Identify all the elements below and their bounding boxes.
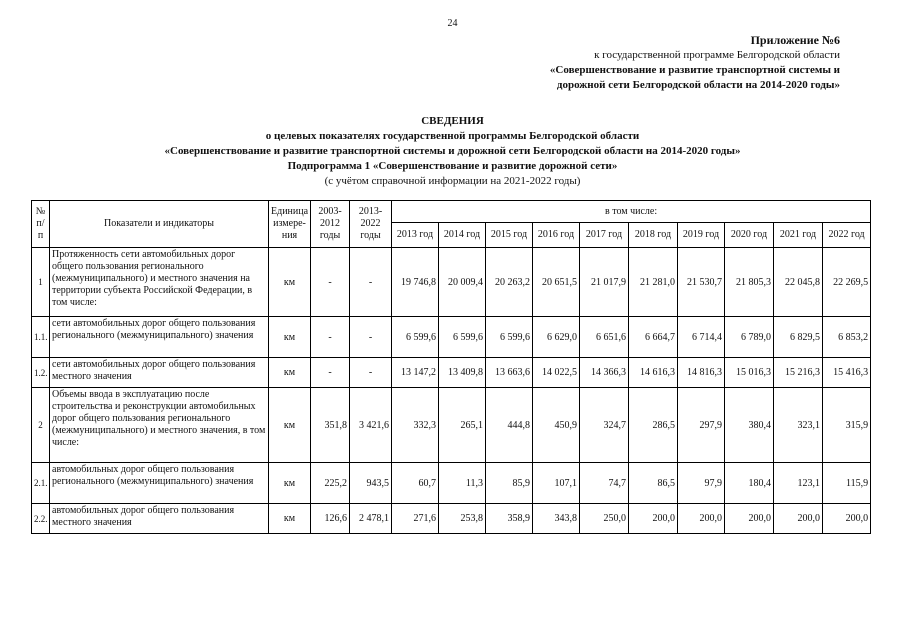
period-2013-2022-value: 3 421,6 (350, 388, 392, 463)
period-2003-2012-value: - (311, 317, 350, 358)
year-value: 6 853,2 (823, 317, 871, 358)
year-value: 97,9 (678, 463, 725, 504)
unit-cell: км (269, 317, 311, 358)
year-value: 20 009,4 (439, 248, 486, 317)
row-number: 2.2. (32, 504, 50, 534)
unit-cell: км (269, 388, 311, 463)
header-year: 2013 год (392, 223, 439, 248)
period-2013-2022-value: - (350, 317, 392, 358)
page-number: 24 (447, 18, 458, 29)
year-value: 444,8 (486, 388, 533, 463)
year-value: 297,9 (678, 388, 725, 463)
indicator-name: сети автомобильных дорог общего пользования местного значения (50, 358, 269, 388)
year-value: 14 616,3 (629, 358, 678, 388)
header-year: 2020 год (725, 223, 774, 248)
year-value: 107,1 (533, 463, 580, 504)
year-value: 115,9 (823, 463, 871, 504)
period-2003-2012-value: - (311, 358, 350, 388)
appendix-line-name-1: «Совершенствование и развитие транспортной системы и (549, 64, 840, 76)
year-value: 200,0 (629, 504, 678, 534)
year-value: 11,3 (439, 463, 486, 504)
year-value: 250,0 (580, 504, 629, 534)
appendix-line-program: к государственной программе Белгородской области (594, 49, 840, 61)
row-number: 2 (32, 388, 50, 463)
row-number: 1 (32, 248, 50, 317)
year-value: 14 816,3 (678, 358, 725, 388)
heading-note: (с учётом справочной информации на 2021-2022 годы) (324, 175, 581, 187)
unit-cell: км (269, 463, 311, 504)
year-value: 6 714,4 (678, 317, 725, 358)
year-value: 200,0 (678, 504, 725, 534)
header-year: 2018 год (629, 223, 678, 248)
indicator-name: автомобильных дорог общего пользования регионального (межмуниципального) значения (50, 463, 269, 504)
year-value: 22 045,8 (774, 248, 823, 317)
year-value: 19 746,8 (392, 248, 439, 317)
year-value: 86,5 (629, 463, 678, 504)
unit-cell: км (269, 248, 311, 317)
year-value: 200,0 (823, 504, 871, 534)
appendix-block (470, 33, 840, 93)
year-value: 13 409,8 (439, 358, 486, 388)
year-value: 21 281,0 (629, 248, 678, 317)
indicator-name: сети автомобильных дорог общего пользования регионального (межмуниципального) значения (50, 317, 269, 358)
year-value: 14 022,5 (533, 358, 580, 388)
header-indicator: Показатели и индикаторы (50, 201, 269, 248)
year-value: 450,9 (533, 388, 580, 463)
year-value: 21 017,9 (580, 248, 629, 317)
year-value: 15 216,3 (774, 358, 823, 388)
table-row (32, 317, 871, 358)
header-including: в том числе: (392, 201, 871, 223)
year-value: 271,6 (392, 504, 439, 534)
year-value: 380,4 (725, 388, 774, 463)
year-value: 180,4 (725, 463, 774, 504)
period-2003-2012-value: 351,8 (311, 388, 350, 463)
header-year: 2019 год (678, 223, 725, 248)
year-value: 22 269,5 (823, 248, 871, 317)
year-value: 15 016,3 (725, 358, 774, 388)
row-number: 1.2. (32, 358, 50, 388)
year-value: 315,9 (823, 388, 871, 463)
year-value: 6 789,0 (725, 317, 774, 358)
year-value: 6 599,6 (486, 317, 533, 358)
period-2013-2022-value: - (350, 358, 392, 388)
year-value: 15 416,3 (823, 358, 871, 388)
heading-line-3: Подпрограмма 1 «Совершенствование и развитие дорожной сети» (287, 160, 618, 172)
table-row (32, 504, 871, 534)
year-value: 14 366,3 (580, 358, 629, 388)
year-value: 6 629,0 (533, 317, 580, 358)
header-num: № п/п (32, 201, 50, 248)
year-value: 332,3 (392, 388, 439, 463)
year-value: 13 147,2 (392, 358, 439, 388)
unit-cell: км (269, 504, 311, 534)
heading-line-2: «Совершенствование и развитие транспортной системы и дорожной сети Белгородской области на 2014-2020 годы» (164, 145, 741, 157)
header-unit: Единица измере- ния (269, 201, 311, 248)
document-heading (0, 114, 905, 189)
year-value: 286,5 (629, 388, 678, 463)
period-2003-2012-value: 126,6 (311, 504, 350, 534)
year-value: 6 599,6 (392, 317, 439, 358)
year-value: 85,9 (486, 463, 533, 504)
year-value: 200,0 (774, 504, 823, 534)
period-2013-2022-value: 943,5 (350, 463, 392, 504)
year-value: 265,1 (439, 388, 486, 463)
unit-cell: км (269, 358, 311, 388)
year-value: 343,8 (533, 504, 580, 534)
indicator-name: Объемы ввода в эксплуатацию после строительства и реконструкции автомобильных дорог общего пользования регионального (межмуниципального) и местного значения, в том числе: (50, 388, 269, 463)
period-2013-2022-value: - (350, 248, 392, 317)
table-row (32, 358, 871, 388)
table-row (32, 463, 871, 504)
year-value: 21 530,7 (678, 248, 725, 317)
header-year: 2015 год (486, 223, 533, 248)
heading-title: СВЕДЕНИЯ (421, 115, 484, 127)
appendix-line-name-2: дорожной сети Белгородской области на 2014-2020 годы» (556, 79, 840, 91)
table-row (32, 248, 871, 317)
indicator-name: автомобильных дорог общего пользования местного значения (50, 504, 269, 534)
year-value: 6 829,5 (774, 317, 823, 358)
row-number: 2.1. (32, 463, 50, 504)
indicators-table (31, 200, 871, 534)
year-value: 13 663,6 (486, 358, 533, 388)
period-2013-2022-value: 2 478,1 (350, 504, 392, 534)
header-year: 2014 год (439, 223, 486, 248)
header-year: 2022 год (823, 223, 871, 248)
year-value: 74,7 (580, 463, 629, 504)
year-value: 6 599,6 (439, 317, 486, 358)
year-value: 21 805,3 (725, 248, 774, 317)
year-value: 358,9 (486, 504, 533, 534)
heading-line-1: о целевых показателях государственной программы Белгородской области (265, 130, 640, 142)
row-number: 1.1. (32, 317, 50, 358)
period-2003-2012-value: - (311, 248, 350, 317)
appendix-title: Приложение №6 (750, 33, 840, 47)
table-row (32, 388, 871, 463)
year-value: 6 651,6 (580, 317, 629, 358)
year-value: 60,7 (392, 463, 439, 504)
header-period-2003-2012: 2003- 2012 годы (311, 201, 350, 248)
year-value: 20 651,5 (533, 248, 580, 317)
header-year: 2016 год (533, 223, 580, 248)
indicator-name: Протяженность сети автомобильных дорог общего пользования регионального (межмуниципального) и местного значения на территории субъекта Российской Федерации, в том числе: (50, 248, 269, 317)
year-value: 20 263,2 (486, 248, 533, 317)
header-year: 2017 год (580, 223, 629, 248)
year-value: 6 664,7 (629, 317, 678, 358)
header-period-2013-2022: 2013- 2022 годы (350, 201, 392, 248)
year-value: 123,1 (774, 463, 823, 504)
period-2003-2012-value: 225,2 (311, 463, 350, 504)
header-year: 2021 год (774, 223, 823, 248)
year-value: 324,7 (580, 388, 629, 463)
year-value: 200,0 (725, 504, 774, 534)
year-value: 253,8 (439, 504, 486, 534)
year-value: 323,1 (774, 388, 823, 463)
